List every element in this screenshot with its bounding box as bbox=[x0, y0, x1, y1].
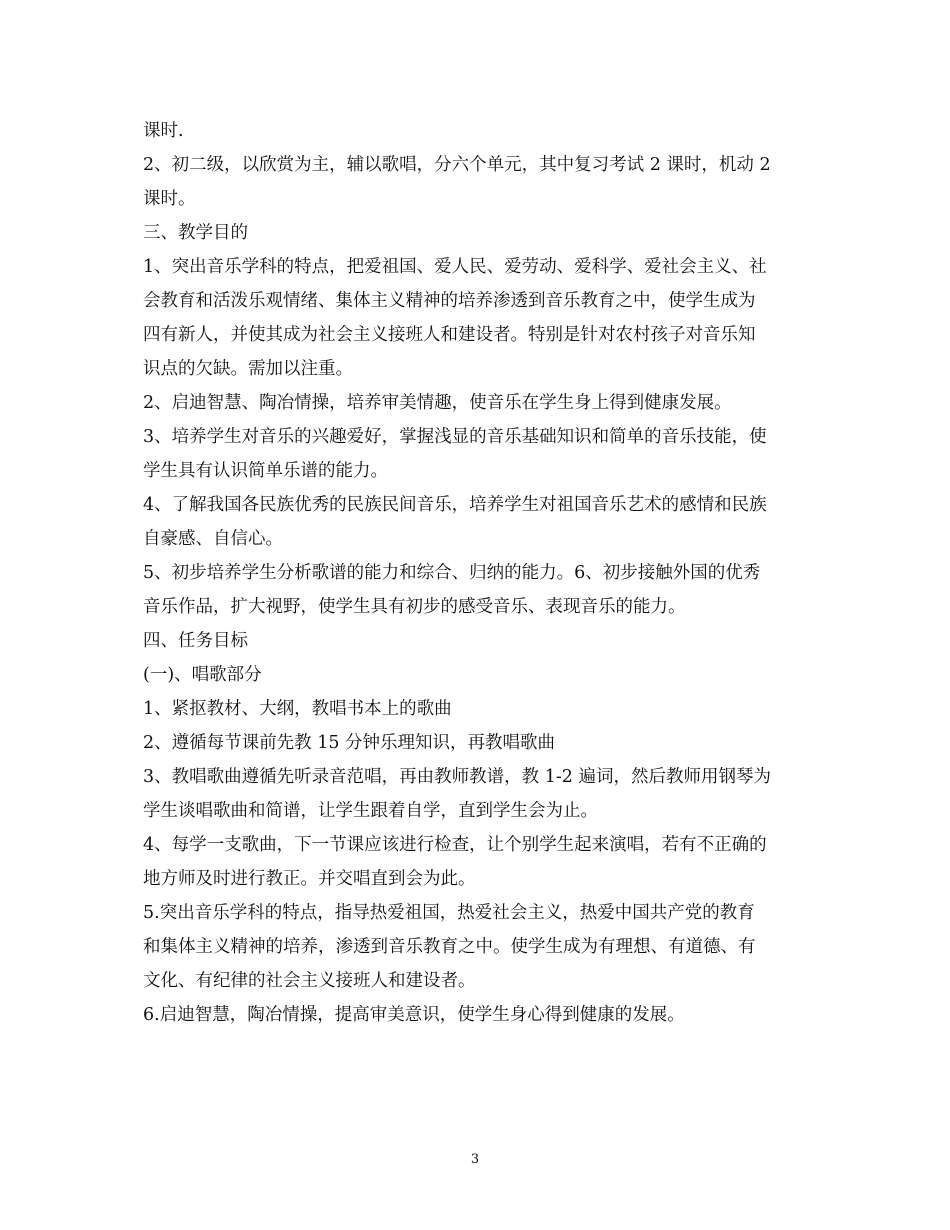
text-line: 5.突出音乐学科的特点，指导热爱祖国，热爱社会主义，热爱中国共产党的教育 bbox=[143, 903, 755, 923]
text-line: 2、初二级，以欣赏为主，辅以歌唱，分六个单元，其中复习考试 2 课时，机动 2 bbox=[143, 155, 771, 175]
text-line: 3、培养学生对音乐的兴趣爱好，掌握浅显的音乐基础知识和简单的音乐技能，使 bbox=[143, 427, 767, 447]
page-number: 3 bbox=[470, 1152, 480, 1167]
document-body bbox=[143, 114, 813, 1032]
text-line: 4、了解我国各民族优秀的民族民间音乐，培养学生对祖国音乐艺术的感情和民族 bbox=[143, 495, 767, 515]
text-line: 地方师及时进行教正。并交唱直到会为此。 bbox=[143, 869, 476, 889]
text-line: 2、遵循每节课前先教 15 分钟乐理知识，再教唱歌曲 bbox=[143, 733, 556, 753]
text-line: 5、初步培养学生分析歌谱的能力和综合、归纳的能力。6、初步接触外国的优秀 bbox=[143, 563, 761, 583]
subsection-heading: (一)、唱歌部分 bbox=[143, 665, 262, 685]
text-line: 3、教唱歌曲遵循先听录音范唱，再由教师教谱，教 1-2 遍词，然后教师用钢琴为 bbox=[143, 767, 771, 787]
text-line: 课时。 bbox=[143, 189, 196, 209]
text-line: 1、突出音乐学科的特点，把爱祖国、爱人民、爱劳动、爱科学、爱社会主义、社 bbox=[143, 257, 767, 277]
text-line: 文化、有纪律的社会主义接班人和建设者。 bbox=[143, 971, 476, 991]
text-line: 6.启迪智慧，陶冶情操，提高审美意识，使学生身心得到健康的发展。 bbox=[143, 1005, 685, 1025]
text-line: 和集体主义精神的培养，渗透到音乐教育之中。使学生成为有理想、有道德、有 bbox=[143, 937, 756, 957]
section-heading: 四、任务目标 bbox=[143, 631, 248, 651]
text-line: 1、紧抠教材、大纲，教唱书本上的歌曲 bbox=[143, 699, 452, 719]
section-heading: 三、教学目的 bbox=[143, 223, 248, 243]
text-line: 自豪感、自信心。 bbox=[143, 529, 283, 549]
text-line: 识点的欠缺。需加以注重。 bbox=[143, 359, 353, 379]
text-line: 会教育和活泼乐观情绪、集体主义精神的培养渗透到音乐教育之中，使学生成为 bbox=[143, 291, 756, 311]
text-line: 音乐作品，扩大视野，使学生具有初步的感受音乐、表现音乐的能力。 bbox=[143, 597, 686, 617]
text-line: 学生具有认识简单乐谱的能力。 bbox=[143, 461, 388, 481]
text-line: 4、每学一支歌曲，下一节课应该进行检查，让个别学生起来演唱，若有不正确的 bbox=[143, 835, 767, 855]
text-line: 四有新人，并使其成为社会主义接班人和建设者。特别是针对农村孩子对音乐知 bbox=[143, 325, 756, 345]
text-line: 学生谈唱歌曲和简谱，让学生跟着自学，直到学生会为止。 bbox=[143, 801, 598, 821]
text-line: 课时. bbox=[143, 121, 184, 141]
text-line: 2、启迪智慧、陶冶情操，培养审美情趣，使音乐在学生身上得到健康发展。 bbox=[143, 393, 732, 413]
